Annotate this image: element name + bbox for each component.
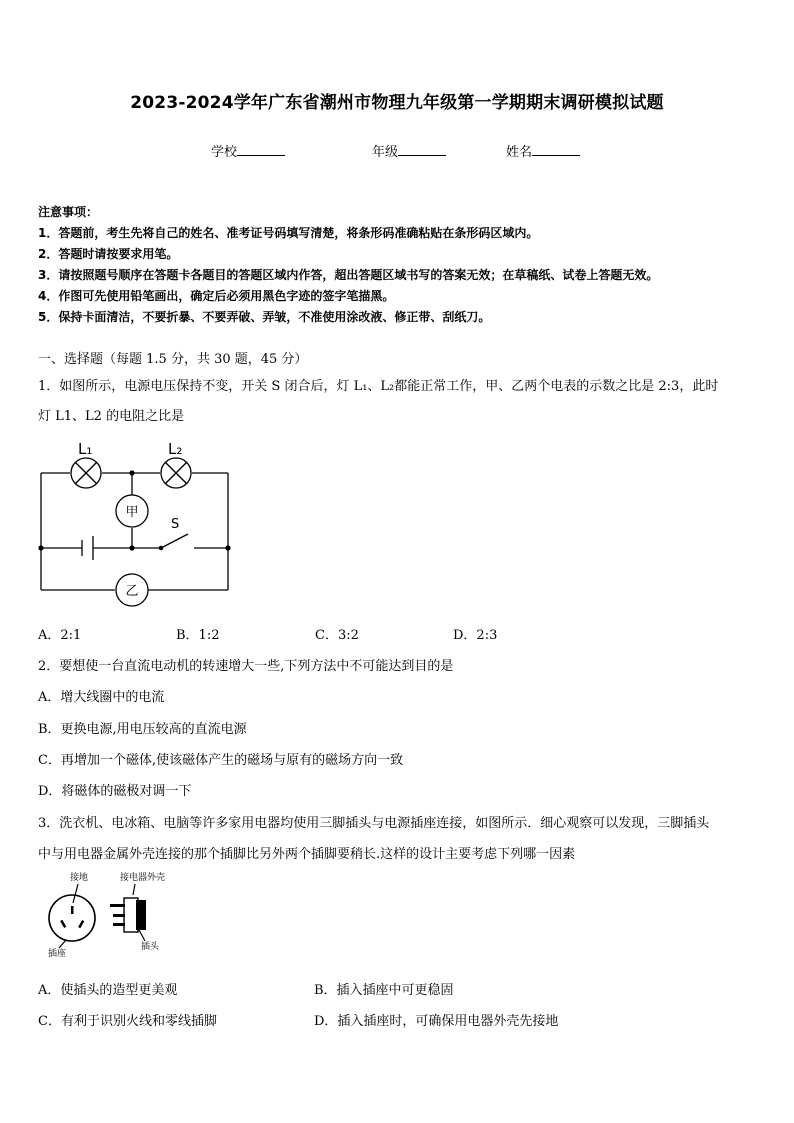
lamp-l1-label: L₁ — [78, 440, 93, 458]
socket-icon — [49, 895, 95, 941]
q3-stem-line2: 中与用电器金属外壳连接的那个插脚比另外两个插脚要稍长.这样的设计主要考虑下列哪一因素 — [38, 847, 576, 862]
q1-stem-line2: 灯 L1、L2 的电阻之比是 — [38, 409, 185, 424]
q2-option-c: C．再增加一个磁体,使该磁体产生的磁场与原有的磁场方向一致 — [38, 753, 404, 768]
name-blank — [532, 143, 580, 156]
q3-option-a: A．使插头的造型更美观 — [38, 983, 178, 998]
q3-stem-line1: 3．洗衣机、电冰箱、电脑等许多家用电器均使用三脚插头与电源插座连接，如图所示．细心观察可以发现，三脚插头 — [38, 816, 710, 831]
notice-item-5: 5．保持卡面清洁，不要折暴、不要弄破、弄皱，不准使用涂改液、修正带、刮纸刀。 — [38, 310, 491, 324]
q2-option-d: D．将磁体的磁极对调一下 — [38, 784, 192, 799]
name-field — [506, 141, 580, 160]
page-title: 2023-2024学年广东省潮州市物理九年级第一学期期末调研模拟试题 — [130, 93, 664, 113]
name-label: 姓名 — [506, 145, 533, 160]
meter-a-label: 甲 — [125, 505, 139, 520]
q2-option-b: B．更换电源,用电压较高的直流电源 — [38, 722, 247, 737]
section-heading: 一、选择题（每题 1.5 分，共 30 题，45 分） — [38, 352, 308, 367]
notice-item-4: 4．作图可先使用铅笔画出，确定后必须用黑色字迹的签字笔描黑。 — [38, 289, 395, 303]
lamp-l2-label: L₂ — [168, 440, 183, 458]
q1-option-d: D．2:3 — [453, 628, 498, 643]
school-field — [211, 141, 285, 160]
notice-item-2: 2．答题时请按要求用笔。 — [38, 247, 179, 261]
school-label: 学校 — [211, 145, 238, 160]
switch-label: S — [171, 517, 180, 532]
q1-circuit-diagram — [30, 433, 240, 611]
q3-option-c: C．有利于识别火线和零线插脚 — [38, 1014, 217, 1029]
socket-label: 插座 — [48, 949, 67, 959]
q1-option-a: A．2:1 — [38, 628, 82, 643]
grade-label: 年级 — [372, 145, 399, 160]
casing-label: 接电器外壳 — [120, 873, 166, 883]
q3-option-d: D．插入插座时，可确保用电器外壳先接地 — [314, 1014, 559, 1029]
grade-blank — [398, 143, 446, 156]
q1-option-b: B．1:2 — [176, 628, 220, 643]
q3-plug-socket-figure — [40, 868, 200, 960]
q2-stem: 2．要想使一台直流电动机的转速增大一些,下列方法中不可能达到目的是 — [38, 659, 454, 674]
notice-item-3: 3．请按照题号顺序在答题卡各题目的答题区域内作答，超出答题区域书写的答案无效；在草稿纸、试卷上答题无效。 — [38, 268, 659, 282]
school-blank — [237, 143, 285, 156]
plug-label: 插头 — [141, 942, 160, 952]
q2-option-a: A．增大线圈中的电流 — [38, 690, 165, 705]
q3-option-b: B．插入插座中可更稳固 — [314, 983, 454, 998]
notice-item-1: 1．答题前，考生先将自己的姓名、准考证号码填写清楚，将条形码准确粘贴在条形码区域内。 — [38, 226, 539, 240]
plug-icon — [110, 898, 146, 932]
meter-b-label: 乙 — [125, 584, 139, 599]
q1-option-c: C．3:2 — [315, 628, 359, 643]
ground-label: 接地 — [70, 873, 89, 883]
lamp-l1-icon — [71, 458, 101, 488]
notice-heading: 注意事项： — [38, 205, 99, 219]
lamp-l2-icon — [161, 458, 191, 488]
grade-field — [372, 141, 446, 160]
q1-stem-line1: 1．如图所示，电源电压保持不变，开关 S 闭合后，灯 L₁、L₂都能正常工作，甲、乙两个电表的示数之比是 2:3，此时 — [38, 379, 719, 394]
